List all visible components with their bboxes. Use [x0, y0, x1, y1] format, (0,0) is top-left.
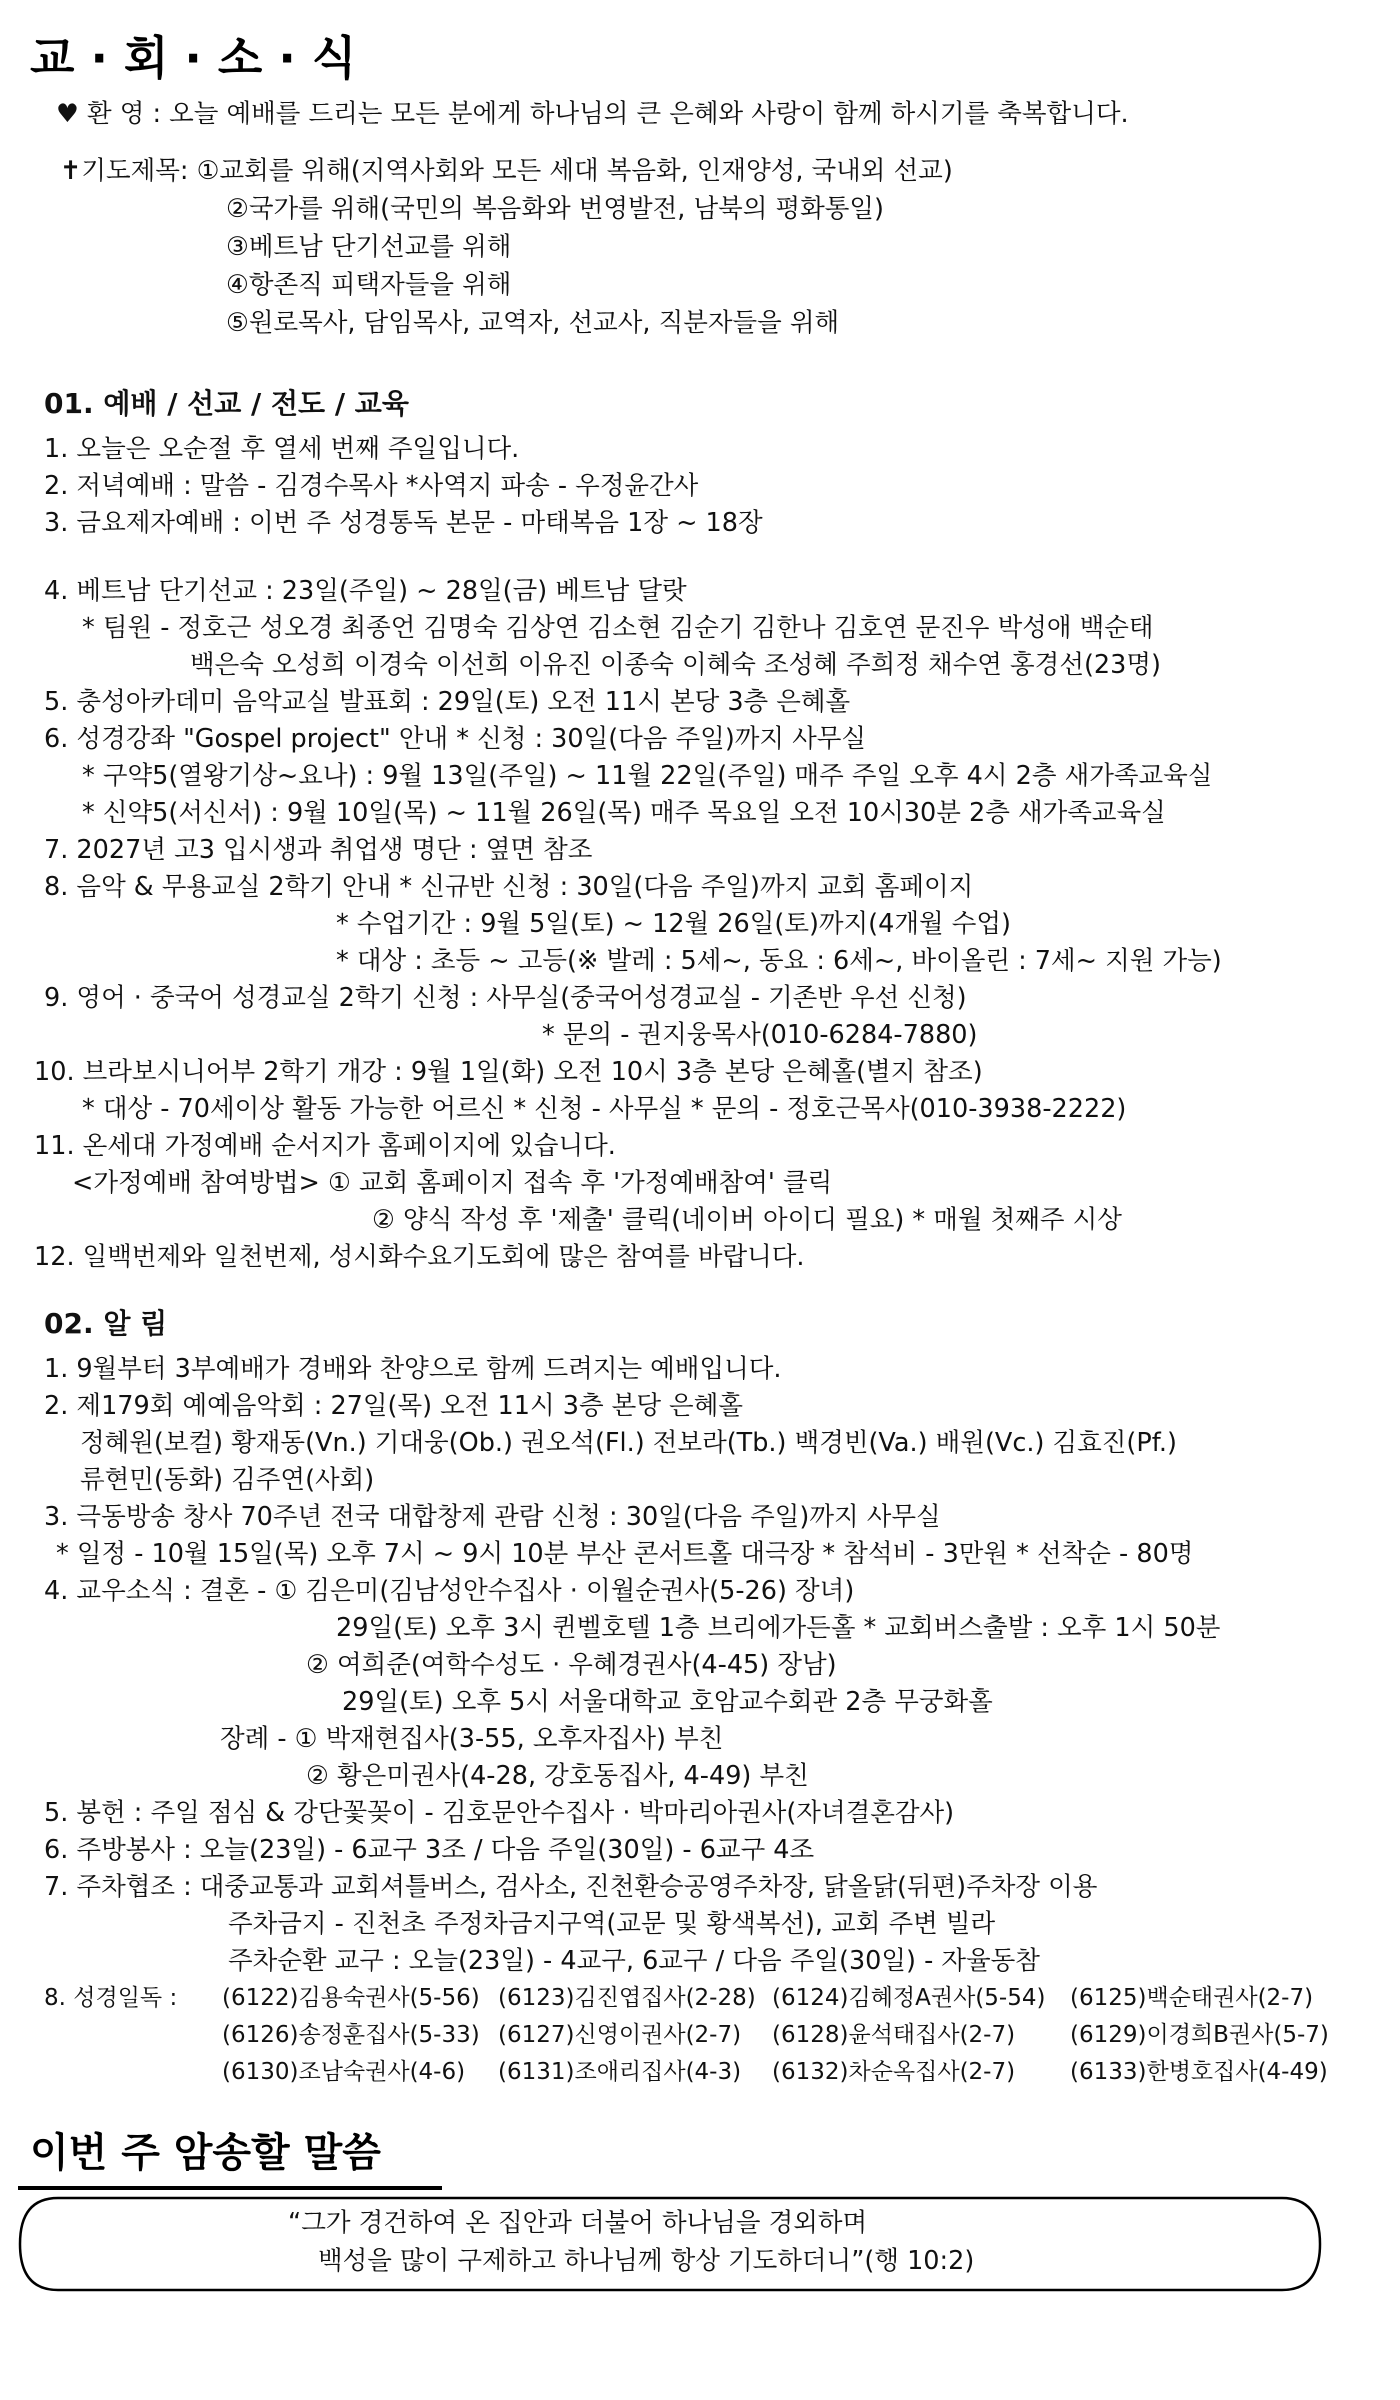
list-item: * 대상 - 70세이상 활동 가능한 어르신 * 신청 - 사무실 * 문의 - 정호근목사(010-3938-2222): [82, 1094, 1127, 1124]
table-cell: (6133)한병호집사(4-49): [1070, 2059, 1328, 2085]
prayer-line-3: ③베트남 단기선교를 위해: [226, 232, 512, 262]
table-cell: (6124)김혜정A권사(5-54): [772, 1985, 1046, 2011]
section-heading-notices: 02. 알 림: [44, 1307, 168, 1340]
list-item: * 대상 : 초등 ~ 고등(※ 발레 : 5세~, 동요 : 6세~, 바이올린 : 7세~ 지원 가능): [336, 946, 1222, 976]
list-item: 1. 오늘은 오순절 후 열세 번째 주일입니다.: [44, 434, 520, 464]
list-item: 주차순환 교구 : 오늘(23일) - 4교구, 6교구 / 다음 주일(30일) - 자율동참: [228, 1946, 1040, 1976]
list-item: * 팀원 - 정호근 성오경 최종언 김명숙 김상연 김소현 김순기 김한나 김호연 문진우 박성애 백순태: [82, 613, 1154, 643]
list-item: 10. 브라보시니어부 2학기 개강 : 9월 1일(화) 오전 10시 3층 본당 은혜홀(별지 참조): [34, 1057, 983, 1087]
list-item: 장례 - ① 박재현집사(3-55, 오후자집사) 부친: [220, 1724, 724, 1754]
bible-reading-label: 8. 성경일독 :: [44, 1985, 178, 2011]
list-item: 9. 영어 · 중국어 성경교실 2학기 신청 : 사무실(중국어성경교실 - 기존반 우선 신청): [44, 983, 967, 1013]
list-item: 3. 금요제자예배 : 이번 주 성경통독 본문 - 마태복음 1장 ~ 18장: [44, 508, 763, 538]
list-item: 정혜원(보컬) 황재동(Vn.) 기대웅(Ob.) 권오석(Fl.) 전보라(Tb.) 백경빈(Va.) 배원(Vc.) 김효진(Pf.): [80, 1428, 1177, 1458]
list-item: 29일(토) 오후 3시 퀸벨호텔 1층 브리에가든홀 * 교회버스출발 : 오후 1시 50분: [336, 1613, 1221, 1643]
list-item: 5. 충성아카데미 음악교실 발표회 : 29일(토) 오전 11시 본당 3층 은혜홀: [44, 687, 851, 717]
memory-verse-box: [18, 2196, 1322, 2292]
list-item: 6. 성경강좌 "Gospel project" 안내 * 신청 : 30일(다음 주일)까지 사무실: [44, 724, 867, 754]
table-cell: (6129)이경희B권사(5-7): [1070, 2022, 1329, 2048]
list-item: 6. 주방봉사 : 오늘(23일) - 6교구 3조 / 다음 주일(30일) - 6교구 4조: [44, 1835, 815, 1865]
list-item: 주차금지 - 진천초 주정차금지구역(교문 및 황색복선), 교회 주변 빌라: [228, 1909, 996, 1939]
page-title: 교 · 회 · 소 · 식: [30, 31, 357, 85]
table-cell: (6128)윤석태집사(2-7): [772, 2022, 1016, 2048]
memory-verse-heading: 이번 주 암송할 말씀: [30, 2130, 381, 2176]
table-cell: (6132)차순옥집사(2-7): [772, 2059, 1016, 2085]
memory-verse-line-1: “그가 경건하여 온 집안과 더불어 하나님을 경외하며: [288, 2208, 868, 2238]
list-item: 8. 음악 & 무용교실 2학기 안내 * 신규반 신청 : 30일(다음 주일)까지 교회 홈페이지: [44, 872, 974, 902]
section-heading-worship: 01. 예배 / 선교 / 전도 / 교육: [44, 387, 409, 420]
list-item: * 구약5(열왕기상~요나) : 9월 13일(주일) ~ 11월 22일(주일) 매주 주일 오후 4시 2층 새가족교육실: [82, 761, 1213, 791]
list-item: 4. 교우소식 : 결혼 - ① 김은미(김남성안수집사 · 이월순권사(5-26) 장녀): [44, 1576, 855, 1606]
prayer-line-2: ②국가를 위해(국민의 복음화와 번영발전, 남북의 평화통일): [226, 194, 884, 224]
list-item: 29일(토) 오후 5시 서울대학교 호암교수회관 2층 무궁화홀: [342, 1687, 993, 1717]
table-cell: (6126)송정훈집사(5-33): [222, 2022, 480, 2048]
list-item: 백은숙 오성희 이경숙 이선희 이유진 이종숙 이혜숙 조성혜 주희정 채수연 홍경선(23명): [190, 650, 1161, 680]
list-item: ② 여희준(여학수성도 · 우혜경권사(4-45) 장남): [306, 1650, 837, 1680]
table-cell: (6123)김진엽집사(2-28): [498, 1985, 756, 2011]
list-item: 2. 제179회 예예음악회 : 27일(목) 오전 11시 3층 본당 은혜홀: [44, 1391, 743, 1421]
list-item: 4. 베트남 단기선교 : 23일(주일) ~ 28일(금) 베트남 달랏: [44, 576, 687, 606]
list-item: * 일정 - 10월 15일(목) 오후 7시 ~ 9시 10분 부산 콘서트홀 대극장 * 참석비 - 3만원 * 선착순 - 80명: [56, 1539, 1194, 1569]
prayer-line-1: ✝기도제목: ①교회를 위해(지역사회와 모든 세대 복음화, 인재양성, 국내외 선교): [60, 156, 953, 186]
list-item: * 수업기간 : 9월 5일(토) ~ 12월 26일(토)까지(4개월 수업): [336, 909, 1011, 939]
heading-underline: [18, 2186, 442, 2190]
list-item: * 신약5(서신서) : 9월 10일(목) ~ 11월 26일(목) 매주 목요일 오전 10시30분 2층 새가족교육실: [82, 798, 1166, 828]
list-item: 11. 온세대 가정예배 순서지가 홈페이지에 있습니다.: [34, 1131, 616, 1161]
prayer-line-4: ④항존직 피택자들을 위해: [226, 270, 512, 300]
list-item: 3. 극동방송 창사 70주년 전국 대합창제 관람 신청 : 30일(다음 주일)까지 사무실: [44, 1502, 941, 1532]
welcome-text: ♥ 환 영 : 오늘 예배를 드리는 모든 분에게 하나님의 큰 은혜와 사랑이 함께 하시기를 축복합니다.: [56, 99, 1129, 129]
list-item: 5. 봉헌 : 주일 점심 & 강단꽃꽂이 - 김호문안수집사 · 박마리아권사(자녀결혼감사): [44, 1798, 955, 1828]
table-cell: (6125)백순태권사(2-7): [1070, 1985, 1314, 2011]
list-item: 2. 저녁예배 : 말씀 - 김경수목사 *사역지 파송 - 우정윤간사: [44, 471, 699, 501]
list-item: 12. 일백번제와 일천번제, 성시화수요기도회에 많은 참여를 바랍니다.: [34, 1242, 805, 1272]
list-item: 7. 주차협조 : 대중교통과 교회셔틀버스, 검사소, 진천환승공영주차장, 닭올닭(뒤편)주차장 이용: [44, 1872, 1098, 1902]
table-cell: (6122)김용숙권사(5-56): [222, 1985, 480, 2011]
list-item: 류현민(동화) 김주연(사회): [80, 1465, 375, 1495]
list-item: <가정예배 참여방법> ① 교회 홈페이지 접속 후 '가정예배참여' 클릭: [72, 1168, 833, 1198]
list-item: 1. 9월부터 3부예배가 경배와 찬양으로 함께 드려지는 예배입니다.: [44, 1354, 782, 1384]
memory-verse-line-2: 백성을 많이 구제하고 하나님께 항상 기도하더니”(행 10:2): [318, 2246, 975, 2276]
list-item: 7. 2027년 고3 입시생과 취업생 명단 : 옆면 참조: [44, 835, 593, 865]
table-cell: (6127)신영이권사(2-7): [498, 2022, 742, 2048]
table-cell: (6131)조애리집사(4-3): [498, 2059, 742, 2085]
table-cell: (6130)조남숙권사(4-6): [222, 2059, 466, 2085]
list-item: * 문의 - 권지웅목사(010-6284-7880): [542, 1020, 978, 1050]
list-item: ② 황은미권사(4-28, 강호동집사, 4-49) 부친: [306, 1761, 809, 1791]
prayer-line-5: ⑤원로목사, 담임목사, 교역자, 선교사, 직분자들을 위해: [226, 308, 840, 338]
list-item: ② 양식 작성 후 '제출' 클릭(네이버 아이디 필요) * 매월 첫째주 시상: [372, 1205, 1122, 1235]
